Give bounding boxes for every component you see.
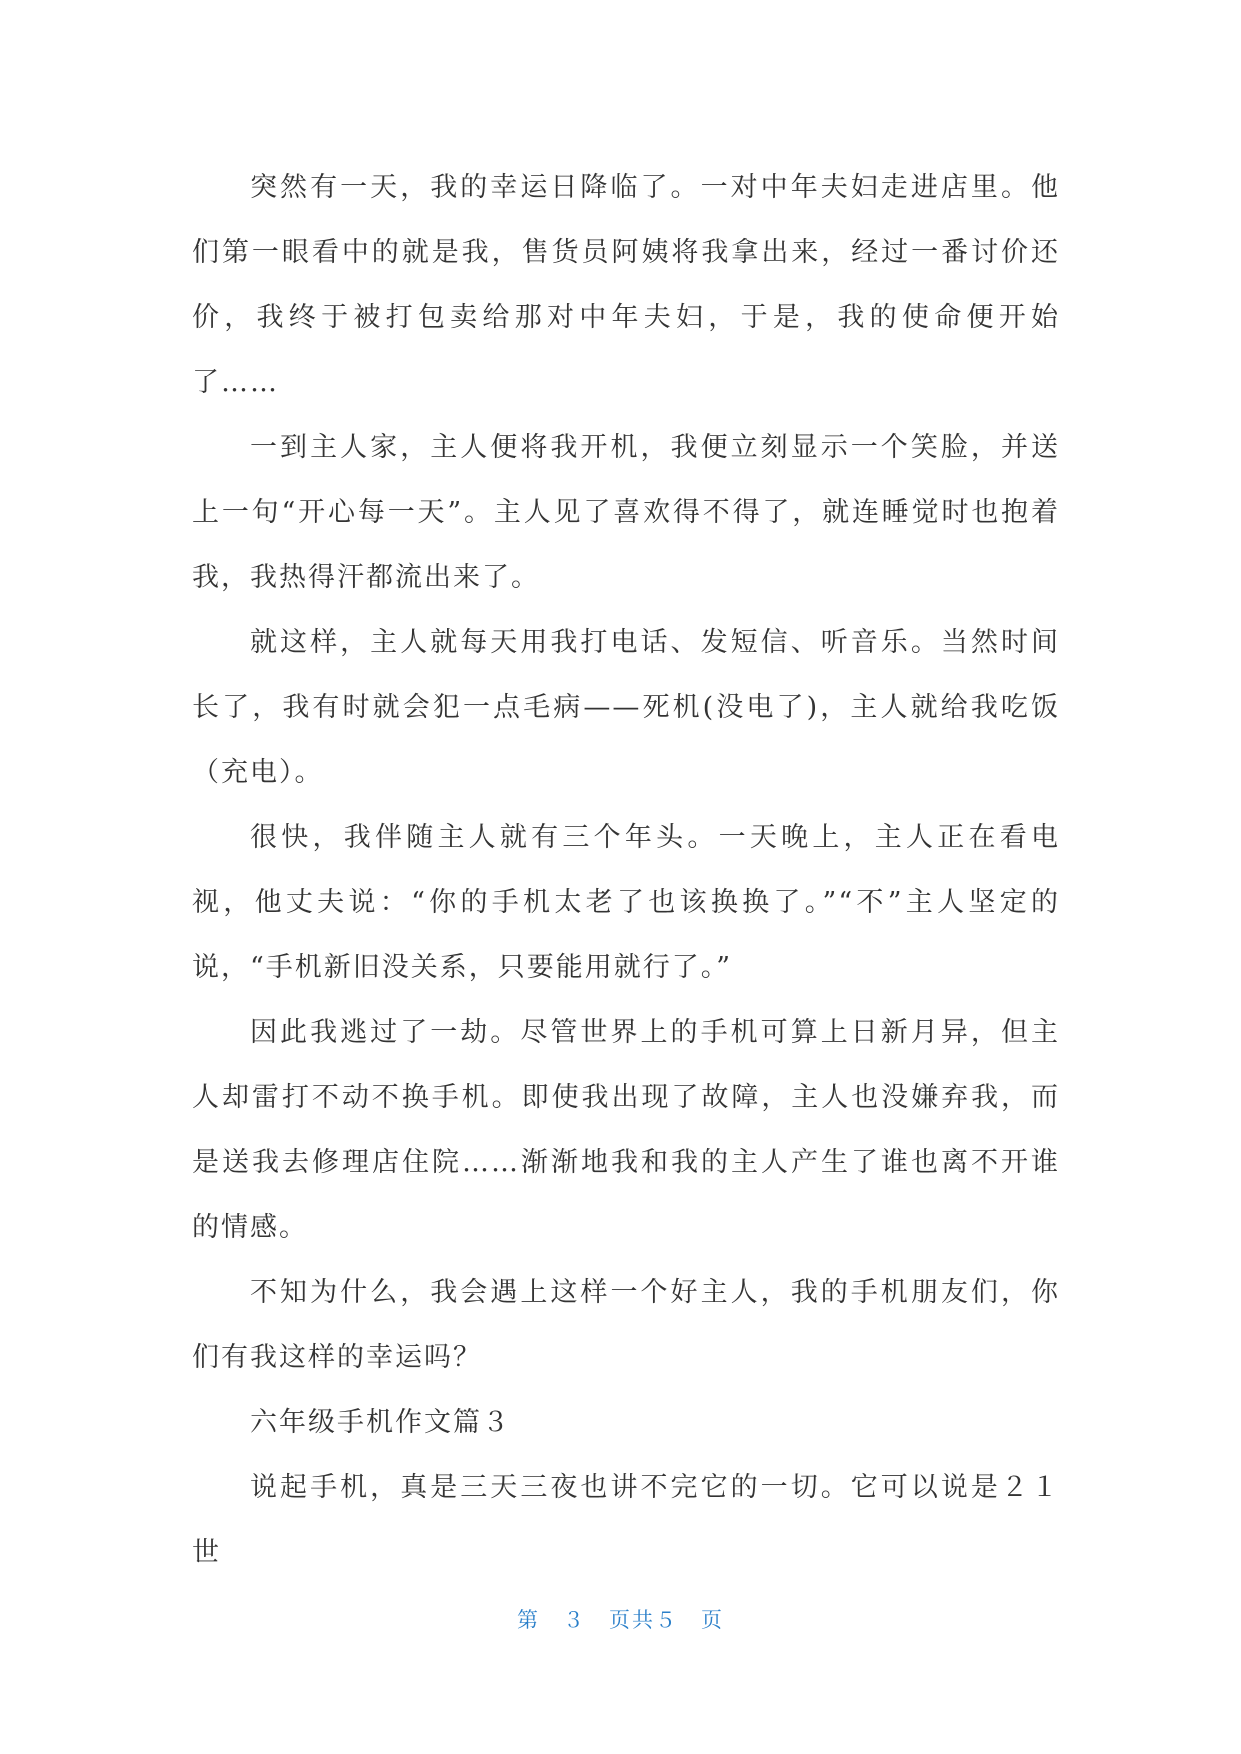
section-heading: 六年级手机作文篇３ [250,1407,511,1438]
paragraph: 不知为什么，我会遇上这样一个好主人，我的手机朋友们，你们有我这样的幸运吗？ [192,1277,1060,1373]
paragraph: 说起手机，真是三天三夜也讲不完它的一切。它可以说是２１世 [192,1472,1060,1568]
paragraph: 突然有一天，我的幸运日降临了。一对中年夫妇走进店里。他们第一眼看中的就是我，售货员阿姨将我拿出来，经过一番讨价还价，我终于被打包卖给那对中年夫妇，于是，我的使命便开始了…… [192,172,1060,398]
paragraph: 就这样，主人就每天用我打电话、发短信、听音乐。当然时间长了，我有时就会犯一点毛病——死机(没电了)，主人就给我吃饭（充电）。 [192,627,1060,788]
paragraph: 因此我逃过了一劫。尽管世界上的手机可算上日新月异，但主人却雷打不动不换手机。即使我出现了故障，主人也没嫌弃我，而是送我去修理店住院……渐渐地我和我的主人产生了谁也离不开谁的情感。 [192,1017,1060,1243]
page-number-footer: 第 ３ 页共５ 页 [517,1608,724,1632]
paragraph: 很快，我伴随主人就有三个年头。一天晚上，主人正在看电视，他丈夫说：“你的手机太老了也该换换了。”“不”主人坚定的说，“手机新旧没关系，只要能用就行了。” [192,822,1060,983]
paragraph: 一到主人家，主人便将我开机，我便立刻显示一个笑脸，并送上一句“开心每一天”。主人见了喜欢得不得了，就连睡觉时也抱着我，我热得汗都流出来了。 [192,432,1060,593]
document-body [192,155,1060,1585]
